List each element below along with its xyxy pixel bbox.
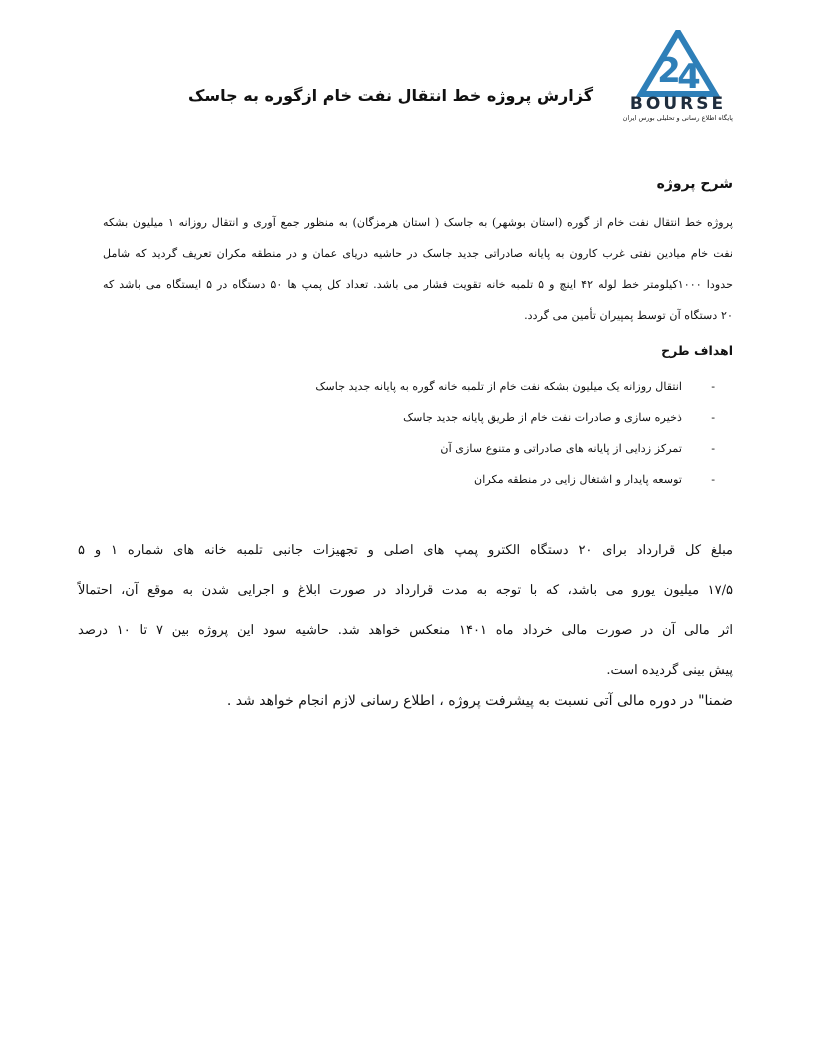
description-heading: شرح پروژه <box>656 176 733 192</box>
goals-heading: اهداف طرح <box>661 343 733 358</box>
bourse-24-logo-icon <box>623 30 733 100</box>
contract-line: ۱۷/۵ میلیون یورو می باشد، که با توجه به مدت قرارداد در صورت ابلاغ و اجرایی شدن به موقع آن، احتمالاً <box>78 583 733 598</box>
description-line: حدودا ۱۰۰۰کیلومتر خط لوله ۴۲ اینچ و ۵ تلمبه خانه تقویت فشار می باشد. تعداد کل پمپ ها ۵۰ دستگاه در ۵ ایستگاه می باشد که <box>103 278 734 291</box>
bourse-logo <box>623 30 733 130</box>
closing-note: ضمنا" در دوره مالی آتی نسبت به پیشرفت پروژه ، اطلاع رسانی لازم انجام خواهد شد . <box>226 693 733 709</box>
contract-line: اثر مالی آن در صورت مالی خرداد ماه ۱۴۰۱ منعکس خواهد شد. حاشیه سود این پروژه بین ۷ تا ۱۰ درصد <box>78 623 733 638</box>
list-item <box>215 373 715 404</box>
list-item <box>215 466 715 497</box>
description-line: ۲۰ دستگاه آن توسط پمپیران تأمین می گردد. <box>524 309 733 322</box>
goal-text: انتقال روزانه یک میلیون بشکه نفت خام از تلمبه خانه گوره به پایانه جدید جاسک <box>315 380 682 393</box>
list-item <box>215 435 715 466</box>
description-paragraph <box>103 207 733 331</box>
logo-wordmark: BOURSE <box>629 94 727 114</box>
contract-line: مبلغ کل قرارداد برای ۲۰ دستگاه الکترو پمپ های اصلی و تجهیزات جانبی تلمبه خانه های شماره ۱ و ۵ <box>78 543 734 558</box>
bullet-dash: - <box>711 380 715 393</box>
description-line: نفت خام میادین نفتی غرب کارون به پایانه صادراتی جدید جاسک در حاشیه دریای عمان و در منطقه مکران تعریف گردید که شامل <box>103 247 733 260</box>
description-line: پروژه خط انتقال نفت خام از گوره (استان بوشهر) به جاسک ( استان هرمزگان) به منظور جمع آوری و انتقال روزانه ۱ میلیون بشکه <box>103 216 733 229</box>
contract-line: پیش بینی گردیده است. <box>606 663 733 678</box>
svg-text:4: 4 <box>677 57 701 97</box>
list-item <box>215 404 715 435</box>
svg-text:2: 2 <box>657 51 681 91</box>
bullet-dash: - <box>711 473 715 486</box>
goal-text: تمرکز زدایی از پایانه های صادراتی و متنوع سازی آن <box>440 442 682 455</box>
goals-list <box>215 373 715 497</box>
bullet-dash: - <box>711 411 715 424</box>
goal-text: توسعه پایدار و اشتغال زایی در منطقه مکران <box>474 473 682 486</box>
goal-text: ذخیره سازی و صادرات نفت خام از طریق پایانه جدید جاسک <box>403 411 682 424</box>
document-title: گزارش پروژه خط انتقال نفت خام ازگوره به جاسک <box>187 86 593 105</box>
bullet-dash: - <box>711 442 715 455</box>
logo-tagline: پایگاه اطلاع رسانی و تحلیلی بورس ایران <box>622 114 733 122</box>
contract-paragraph <box>78 535 733 695</box>
